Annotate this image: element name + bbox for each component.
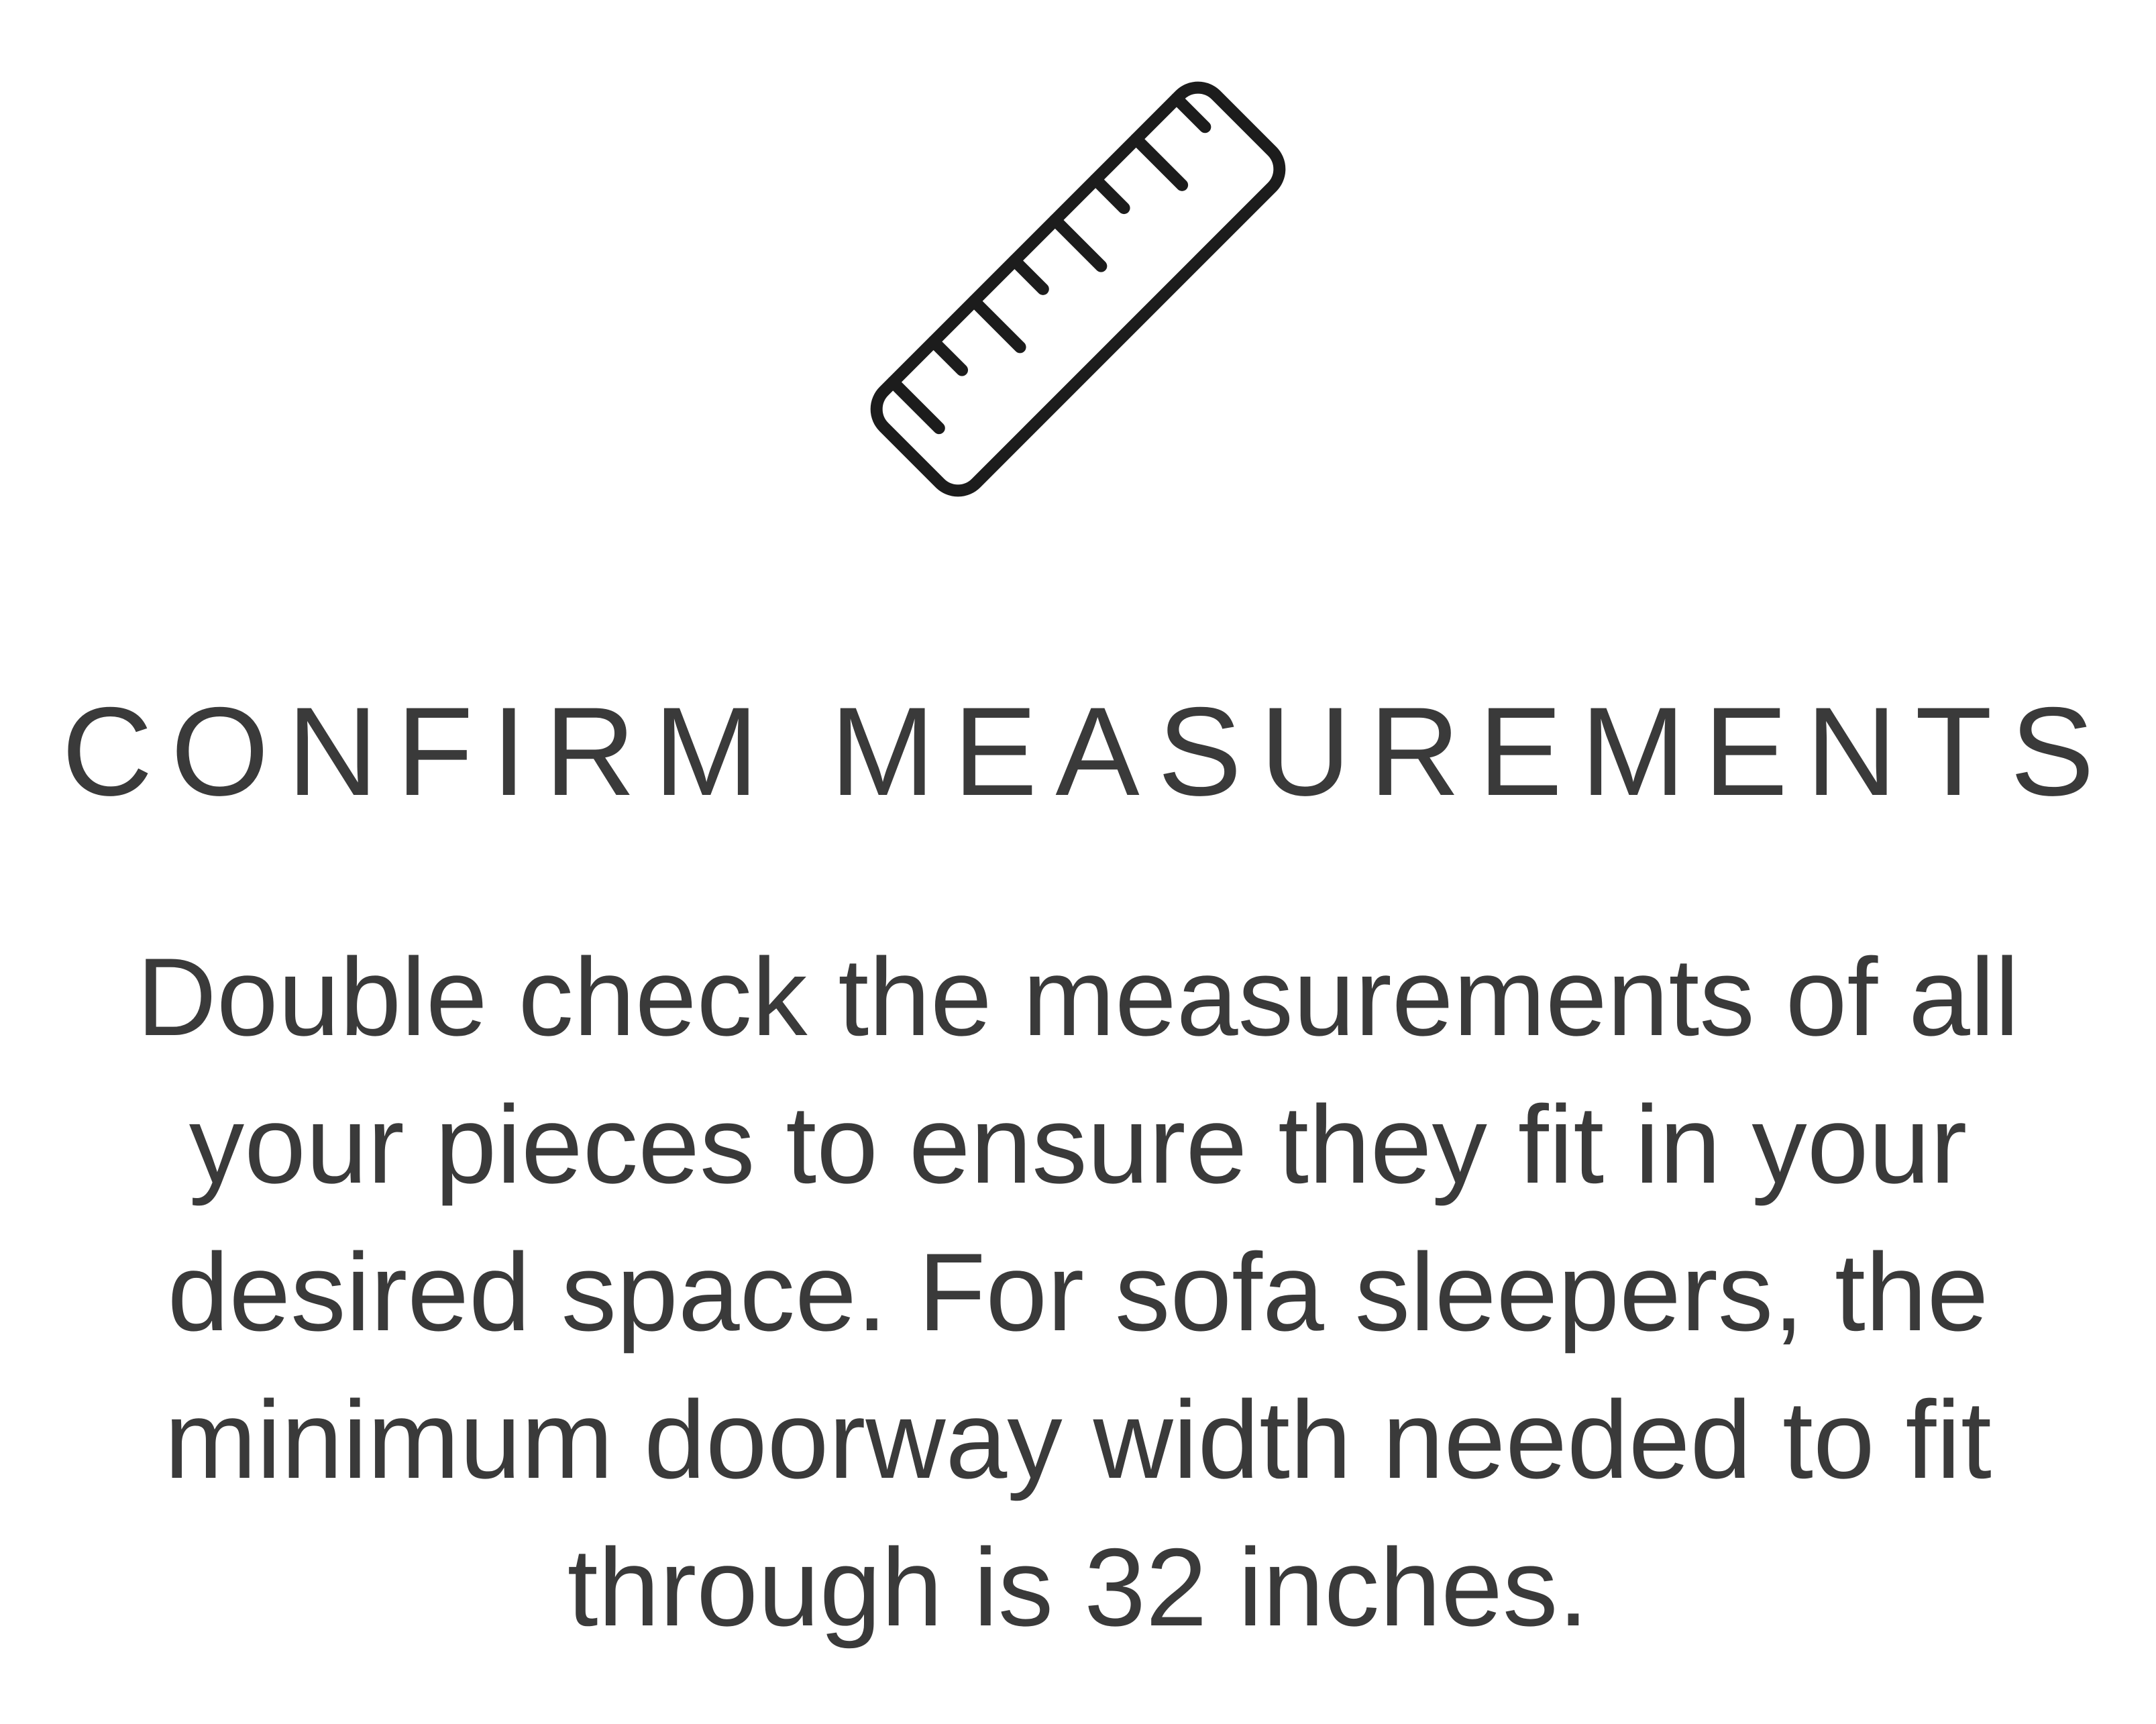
description-line: desired space. For sofa sleepers, the — [167, 1230, 1989, 1354]
section-heading: CONFIRM MEASUREMENTS — [61, 681, 2113, 822]
description-line: your pieces to ensure they fit in your — [188, 1083, 1968, 1206]
section-description — [0, 923, 2156, 1661]
ruler-icon-svg — [857, 64, 1299, 506]
description-line: Double check the measurements of all — [136, 935, 2020, 1059]
description-line: through is 32 inches. — [567, 1525, 1589, 1649]
ruler-icon — [857, 64, 1299, 506]
description-line: minimum doorway width needed to fit — [164, 1378, 1992, 1501]
